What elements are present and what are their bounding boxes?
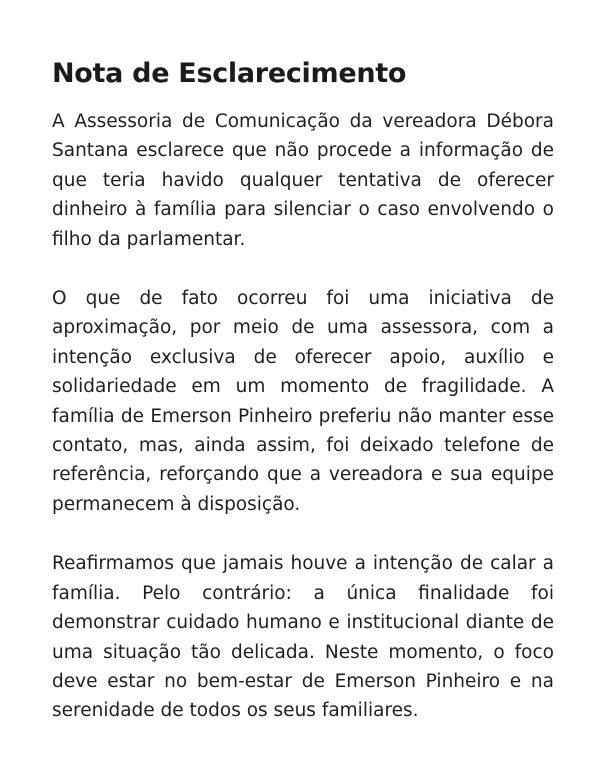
page-title: Nota de Esclarecimento bbox=[52, 58, 407, 89]
paragraph-1: A Assessoria de Comunicação da vereadora Débora Santana esclarece que não procede a informação de que teria havido qualquer tentativa de oferecer dinheiro à família para silenciar o caso envolvendo o filho da parlamentar. bbox=[52, 111, 554, 250]
paragraph-3: Reafirmamos que jamais houve a intenção de calar a família. Pelo contrário: a única finalidade foi demonstrar cuidado humano e institucional diante de uma situação tão delicada. Neste momento, o foco deve estar no bem-estar de Emerson Pinheiro e na serenidade de todos os seus familiares. bbox=[52, 553, 554, 722]
paragraph-2: O que de fato ocorreu foi uma iniciativa de aproximação, por meio de uma assessora, com a intenção exclusiva de oferecer apoio, auxílio e solidariedade em um momento de fragilidade. A família de Emerson Pinheiro preferiu não manter esse contato, mas, ainda assim, foi deixado telefone de referência, reforçando que a vereadora e sua equipe permanecem à disposição. bbox=[52, 288, 554, 515]
